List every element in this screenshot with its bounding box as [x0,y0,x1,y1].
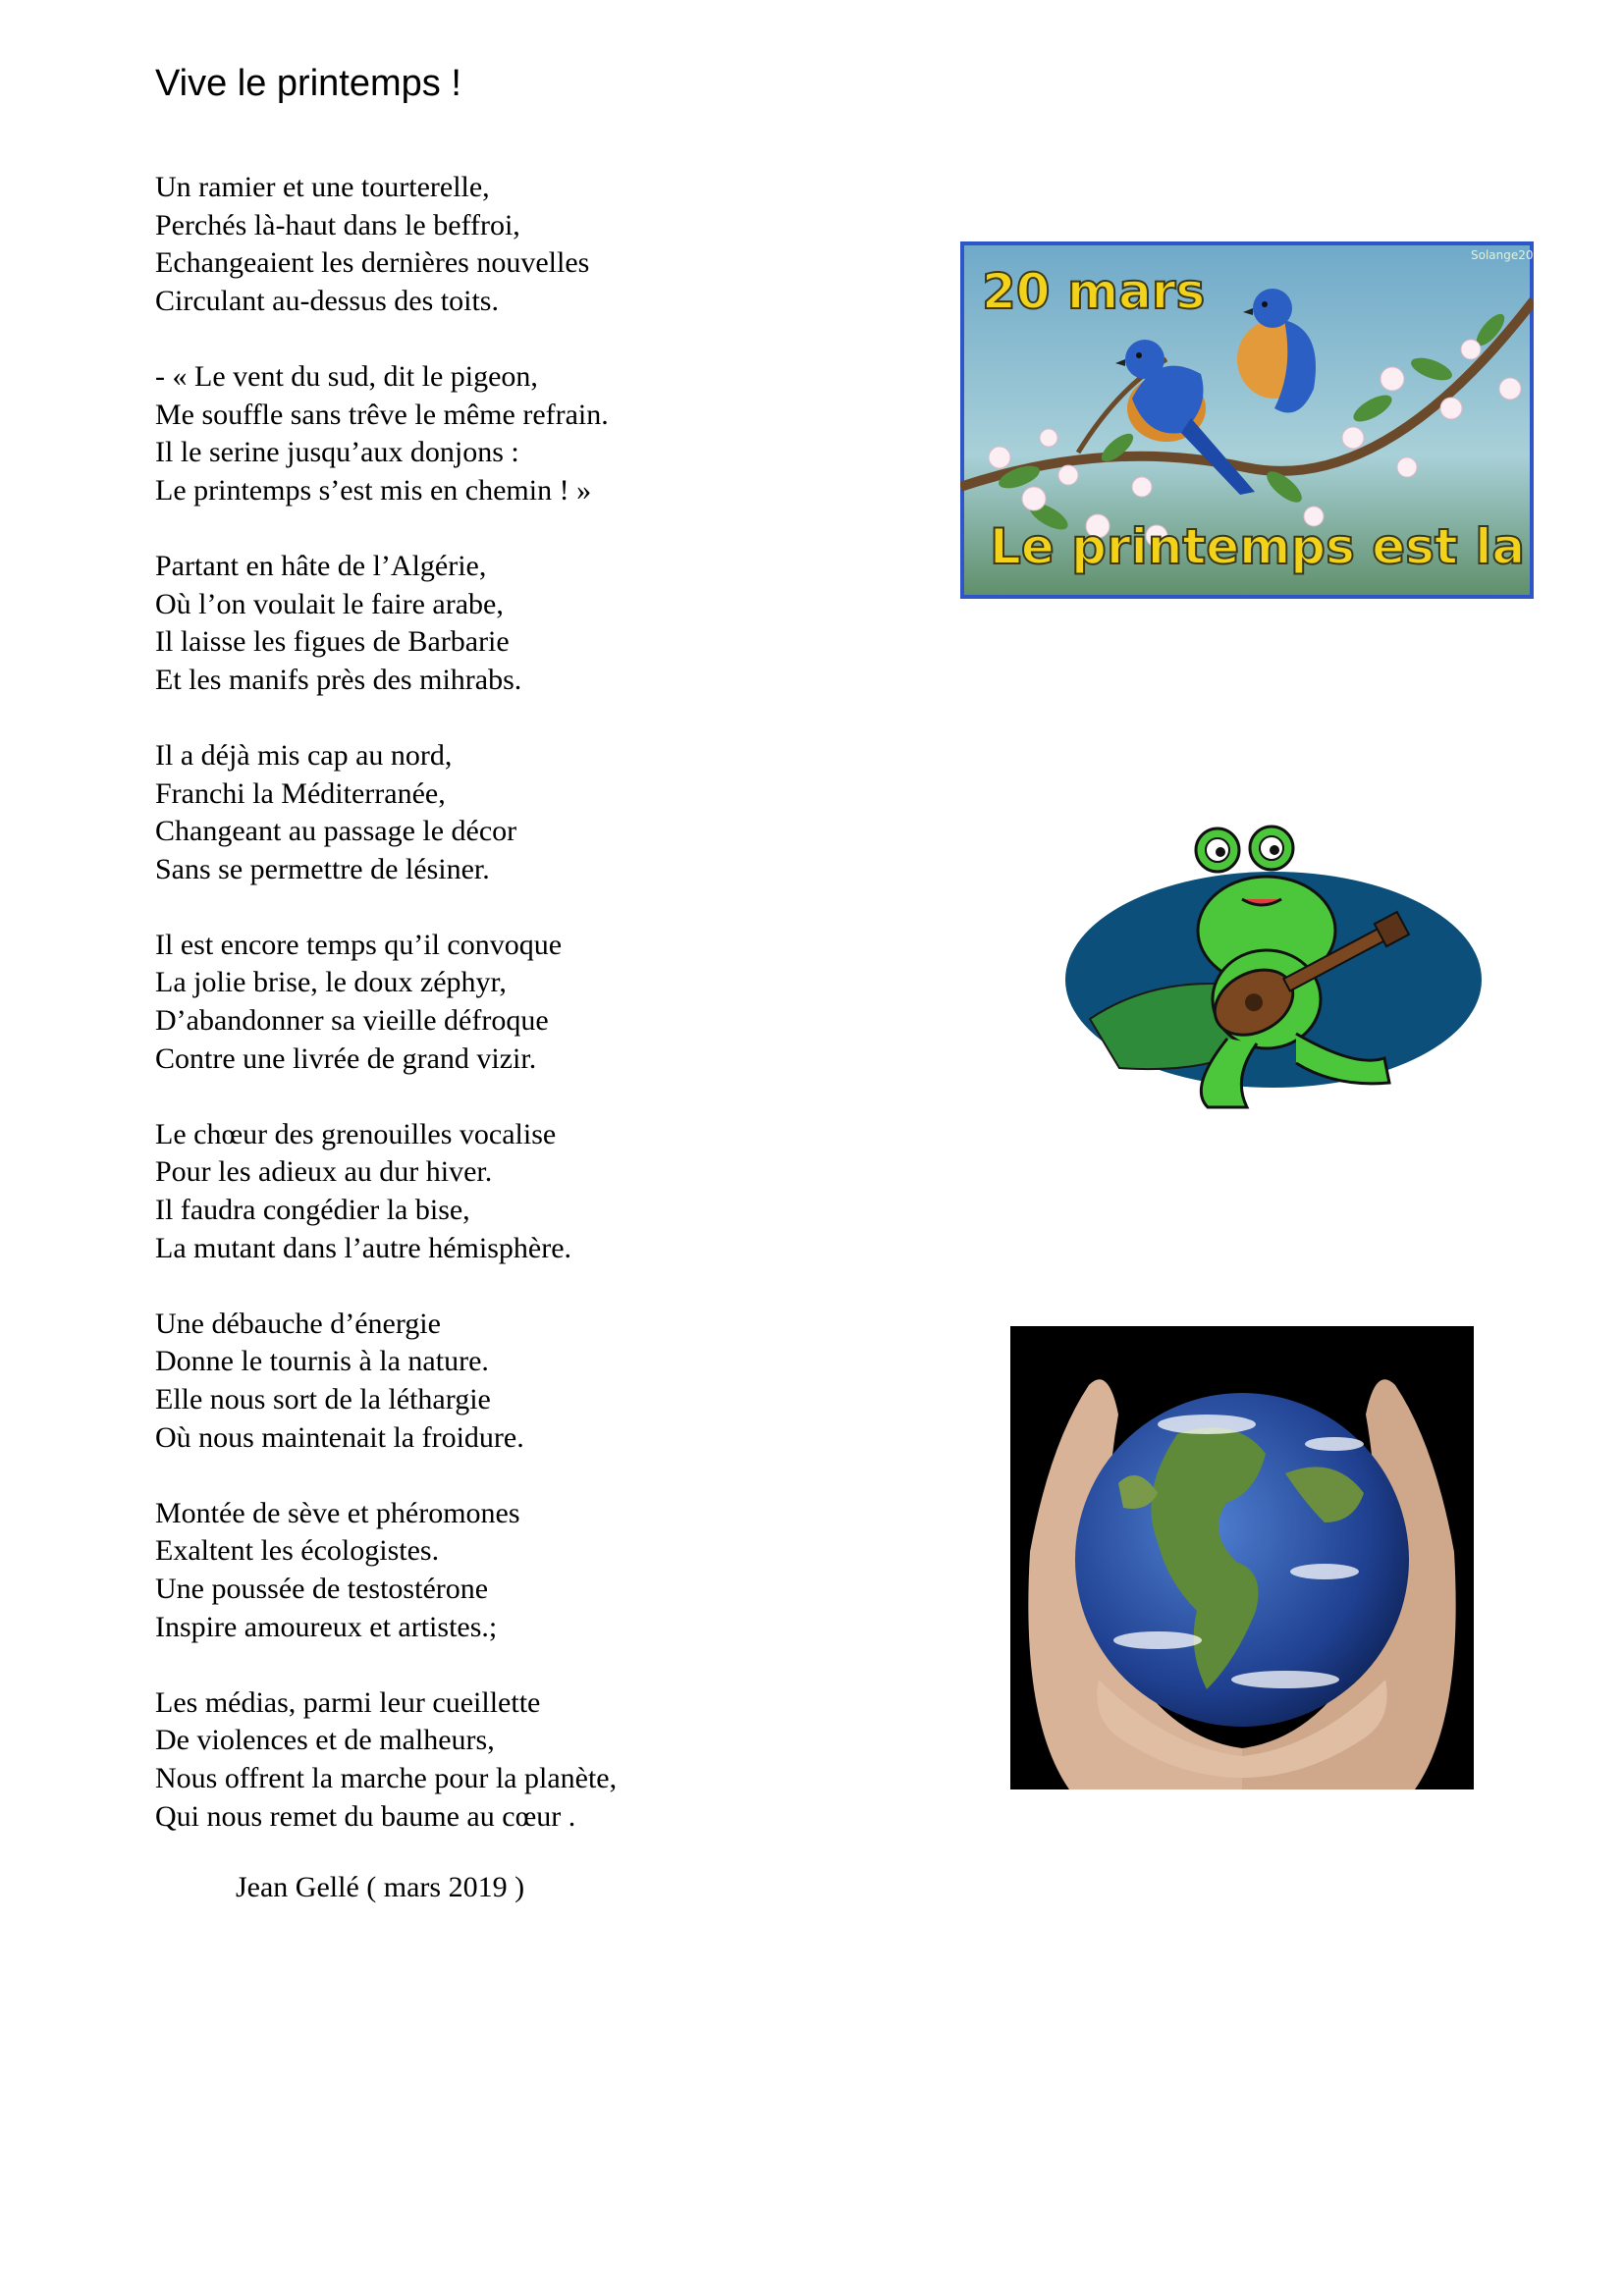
poem-line: Le printemps s’est mis en chemin ! » [155,473,592,507]
poem-line: Montée de sève et phéromones [155,1496,520,1529]
poem-line: Où l’on voulait le faire arabe, [155,587,504,620]
poem-line: - « Le vent du sud, dit le pigeon, [155,359,538,393]
poem-line: Circulant au-dessus des toits. [155,284,499,317]
stanza [155,1116,960,1267]
stanza [155,1684,960,1836]
spring-banner-image [960,241,1534,599]
banner-caption: Le printemps est la [990,518,1526,575]
poem-line: Donne le tournis à la nature. [155,1345,489,1378]
poem-line: Et les manifs près des mihrabs. [155,663,522,696]
poem-line: Il laisse les figues de Barbarie [155,625,510,659]
poem-line: Il est encore temps qu’il convoque [155,928,563,961]
stanza [155,1306,960,1457]
poem-line: Il a déjà mis cap au nord, [155,738,453,772]
poem-line: La mutant dans l’autre hémisphère. [155,1231,572,1264]
poem-line: Inspire amoureux et artistes.; [155,1610,498,1643]
poem-line: Qui nous remet du baume au cœur . [155,1799,576,1833]
signature: Jean Gellé ( mars 2019 ) [236,1871,525,1903]
poem-line: Partant en hâte de l’Algérie, [155,549,487,582]
poem-line: Une débauche d’énergie [155,1307,441,1340]
stanza [155,548,960,699]
poem-line: Il le serine jusqu’aux donjons : [155,436,519,469]
poem-line: Une poussée de testostérone [155,1572,489,1605]
poem-line: La jolie brise, le doux zéphyr, [155,966,507,999]
poem-line: Où nous maintenait la froidure. [155,1420,524,1454]
page-title: Vive le printemps ! [155,63,461,104]
poem-line: Un ramier et une tourterelle, [155,171,490,203]
poem-line: Elle nous sort de la léthargie [155,1383,491,1415]
stanza [155,169,960,320]
poem-line: Il faudra congédier la bise, [155,1194,470,1227]
poem-line: Le chœur des grenouilles vocalise [155,1117,557,1150]
stanza [155,927,960,1078]
poem [155,169,960,1874]
poem-line: Exaltent les écologistes. [155,1534,440,1568]
poem-line: Changeant au passage le décor [155,815,517,848]
stanza [155,737,960,888]
poem-line: Sans se permettre de lésiner. [155,852,490,885]
frog-guitar-image [1060,823,1487,1127]
poem-line: D’abandonner sa vieille défroque [155,1004,549,1038]
poem-line: Echangeaient les dernières nouvelles [155,246,590,280]
earth-in-hands-image [1010,1326,1474,1789]
poem-line: Pour les adieux au dur hiver. [155,1155,493,1189]
poem-line: Les médias, parmi leur cueillette [155,1685,541,1719]
poem-line: Franchi la Méditerranée, [155,776,446,810]
poem-line: Nous offrent la marche pour la planète, [155,1761,618,1794]
poem-line: Me souffle sans trêve le même refrain. [155,398,609,431]
stanza [155,358,960,509]
banner-watermark: Solange20 [1471,248,1534,262]
poem-line: De violences et de malheurs, [155,1724,495,1757]
stanza [155,1495,960,1646]
poem-line: Perchés là-haut dans le beffroi, [155,208,520,241]
poem-line: Contre une livrée de grand vizir. [155,1041,537,1075]
banner-date: 20 mars [982,263,1206,320]
